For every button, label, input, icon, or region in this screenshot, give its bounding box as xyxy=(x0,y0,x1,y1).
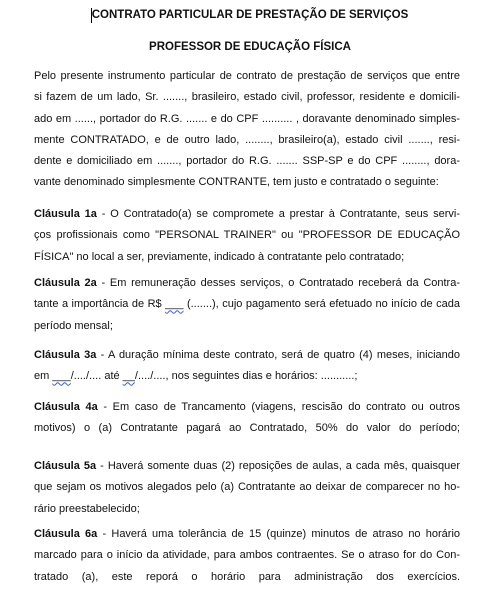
clause-line: marcado para o início da atividade, para ambos contraentes. Se o atraso for do Con- xyxy=(34,549,460,562)
clause-text: - A duração mínima deste contrato, será de quatro (4) meses, iniciando xyxy=(96,349,460,361)
clause-line: motivos) o (a) Contratante pagará ao Contratado, 50% do valor do período; xyxy=(34,422,460,435)
clause-6 xyxy=(34,524,460,588)
clause-heading: Cláusula 1a xyxy=(34,208,97,220)
intro-line: ado em ......, portador do R.G. ....... e do CPF .......... , doravante denominado simples- xyxy=(34,112,460,125)
intro-line: Pelo presente instrumento particular de contrato de prestação de serviços que entre xyxy=(34,70,460,82)
clause-line: tratado (a), este reporá o horário para administração dos exercícios. xyxy=(34,570,460,583)
clause-line xyxy=(34,456,460,477)
intro-line: mente CONTRATADO, e de outro lado, ........, brasileiro(a), estado civil ......., resi- xyxy=(34,133,460,146)
clause-heading: Cláusula 2a xyxy=(34,277,97,289)
intro-line: dente e domiciliado em ......., portador do R.G. ....... SSP-SP e do CPF ........, dora- xyxy=(34,155,460,168)
clause-2 xyxy=(34,273,460,337)
clause-heading: Cláusula 3a xyxy=(34,349,97,361)
clause-line xyxy=(34,524,460,545)
clause-line: que sejam os motivos alegados pelo (a) Contratante ao deixar de comparecer no ho- xyxy=(34,481,460,494)
clause-text: tante a importância de R$ xyxy=(34,298,166,311)
clause-text: - Em remuneração desses serviços, o Contratado receberá da Contra- xyxy=(96,277,460,289)
clause-1 xyxy=(34,204,460,268)
intro-line: vante denominado simplesmente CONTRANTE, tem justo e contratado o seguinte: xyxy=(34,176,439,189)
clause-text: - O Contratado(a) se compromete a prestar à Contratante, seus servi- xyxy=(96,208,461,220)
document-title: CONTRATO PARTICULAR DE PRESTAÇÃO DE SERVIÇOS xyxy=(91,9,409,21)
clause-line xyxy=(34,204,460,225)
clause-heading: Cláusula 4a xyxy=(34,401,98,413)
clause-heading: Cláusula 6a xyxy=(34,528,98,540)
clause-line: período mensal; xyxy=(34,319,113,332)
clause-line xyxy=(34,294,460,315)
clause-text: - Haverá somente duas (2) reposições de aulas, a cada mês, quaisquer xyxy=(96,460,460,472)
spelling-mark: ___ xyxy=(52,370,71,383)
clause-text: em xyxy=(34,370,53,383)
clause-text: - Haverá uma tolerância de 15 (quinze) minutos de atraso no horário xyxy=(97,528,461,540)
spelling-mark: ___ xyxy=(165,298,184,311)
clause-line xyxy=(34,397,460,418)
document-subtitle: PROFESSOR DE EDUCAÇÃO FÍSICA xyxy=(149,41,351,53)
intro-paragraph xyxy=(34,66,460,194)
clause-line: FÍSICA" no local a ser, previamente, indicado à contratante pelo contratado; xyxy=(34,250,405,263)
intro-line: si fazem de um lado, Sr. ......., brasileiro, estado civil, professor, residente e domicili- xyxy=(34,91,460,104)
clause-3 xyxy=(34,345,460,388)
clause-line: rário preestabelecido; xyxy=(34,502,140,515)
spelling-mark: __ xyxy=(122,370,135,383)
clause-text: /..../.... até xyxy=(70,370,123,383)
clause-text: (.......), cujo pagamento será efetuado no início de cada xyxy=(183,298,460,311)
clause-heading: Cláusula 5a xyxy=(34,460,97,472)
clause-line xyxy=(34,366,460,387)
clause-5 xyxy=(34,456,460,520)
clause-text: /..../...., nos seguintes dias e horários: ...........; xyxy=(134,370,358,383)
clause-line: ços profissionais como "PERSONAL TRAINER" ou "PROFESSOR DE EDUCAÇÃO xyxy=(34,229,460,242)
clause-text: - Em caso de Trancamento (viagens, rescisão do contrato ou outros xyxy=(97,401,461,413)
clause-4 xyxy=(34,397,460,440)
clause-line xyxy=(34,273,460,294)
clause-line xyxy=(34,345,460,366)
